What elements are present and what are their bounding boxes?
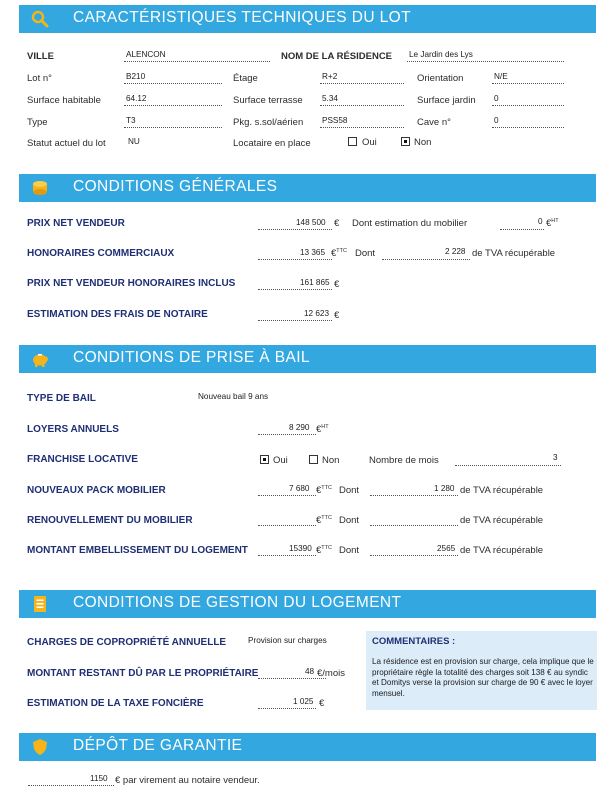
type-bail-value: Nouveau bail 9 ans (198, 392, 269, 401)
franchise-non-label: Non (322, 455, 340, 466)
prix-inclus-value: 161 865 (300, 278, 330, 287)
locataire-non-checkbox[interactable] (401, 137, 410, 146)
surface-jardin-label: Surface jardin (417, 95, 476, 106)
ville-dots (124, 61, 270, 62)
pack-mobilier-value: 7 680 (289, 484, 310, 493)
renouvellement-tva-label: de TVA récupérable (460, 515, 544, 526)
section-title: CONDITIONS DE GESTION DU LOGEMENT (73, 594, 402, 611)
comment-box (366, 631, 597, 710)
section-title: CONDITIONS GÉNÉRALES (73, 178, 278, 195)
renouvellement-dots (258, 525, 316, 526)
section-title: CARACTÉRISTIQUES TECHNIQUES DU LOT (73, 9, 411, 26)
franchise-non-checkbox[interactable] (309, 455, 318, 464)
type-bail-label: TYPE DE BAIL (27, 393, 96, 404)
embellissement-dont-dots (370, 555, 458, 556)
dont-mobilier-dots (500, 229, 544, 230)
renouvellement-dont-dots (370, 525, 458, 526)
loyers-unit: €$^{HT}$ (316, 424, 329, 436)
frais-notaire-value: 12 623 (304, 309, 330, 318)
charges-label: CHARGES DE COPROPRIÉTÉ ANNUELLE (27, 637, 227, 648)
surface-habitable-dots (124, 105, 222, 106)
dont-mobilier-unit: €$^{HT}$ (546, 218, 559, 230)
pack-mobilier-dots (258, 495, 316, 496)
taxe-label: ESTIMATION DE LA TAXE FONCIÈRE (27, 698, 204, 709)
pack-tva-label: de TVA récupérable (460, 485, 544, 496)
loyers-label: LOYERS ANNUELS (27, 424, 119, 435)
statut-label: Statut actuel du lot (27, 138, 106, 149)
honoraires-label: HONORAIRES COMMERCIAUX (27, 248, 175, 259)
charges-value: Provision sur charges (248, 636, 327, 645)
frais-notaire-dots (258, 320, 332, 321)
lot-value: B210 (126, 72, 146, 81)
etage-dots (320, 83, 404, 84)
prix-net-label: PRIX NET VENDEUR (27, 218, 125, 229)
honoraires-dont-label: Dont (355, 248, 376, 259)
dont-mobilier-label: Dont estimation du mobilier (352, 218, 468, 229)
depot-text: € par virement au notaire vendeur. (115, 775, 260, 786)
honoraires-dots (258, 259, 332, 260)
residence-label: NOM DE LA RÉSIDENCE (281, 51, 393, 62)
comment-text: La résidence est en provision sur charge, cela implique que le propriétaire règle la totalité des charges soit 138 € au syndic et Domitys verse la provision sur charge de 90 € avec le loyer mensuel. (372, 657, 594, 698)
type-value: T3 (126, 116, 136, 125)
montant-restant-value: 48 (305, 667, 315, 676)
section-title: CONDITIONS DE PRISE À BAIL (73, 349, 310, 366)
section-header-depot (19, 733, 596, 761)
embellissement-dots (258, 555, 316, 556)
document-icon (31, 595, 49, 613)
renouvellement-dont-label: Dont (339, 515, 360, 526)
honoraires-unit: €$^{TTC}$ (331, 248, 347, 260)
ville-label: VILLE (27, 51, 54, 62)
section-header-conditions-generales (19, 174, 596, 202)
honoraires-dont-dots (382, 259, 470, 260)
surface-terrasse-dots (320, 105, 404, 106)
taxe-value: 1 025 (293, 697, 314, 706)
taxe-dots (258, 708, 316, 709)
franchise-oui-label: Oui (273, 455, 288, 466)
depot-value: 1150 (90, 774, 108, 783)
type-label: Type (27, 117, 48, 128)
locataire-non-label: Non (414, 137, 432, 148)
surface-jardin-dots (492, 105, 564, 106)
etage-label: Étage (233, 73, 258, 84)
embellissement-unit: €$^{TTC}$ (316, 545, 332, 557)
orientation-label: Orientation (417, 73, 464, 84)
cave-dots (492, 127, 564, 128)
pack-dont-label: Dont (339, 485, 360, 496)
prix-net-dots (258, 229, 332, 230)
ville-value: ALENCON (126, 50, 166, 59)
prix-net-value: 148 500 (296, 218, 326, 227)
orientation-dots (492, 83, 564, 84)
pkg-dots (320, 127, 404, 128)
dont-mobilier-value: 0 (538, 217, 543, 226)
surface-habitable-value: 64.12 (126, 94, 147, 103)
surface-habitable-label: Surface habitable (27, 95, 101, 106)
prix-net-unit: € (334, 218, 340, 229)
taxe-unit: € (319, 698, 325, 709)
loyers-value: 8 290 (289, 423, 310, 432)
statut-value: NU (128, 137, 140, 146)
residence-dots (407, 61, 564, 62)
etage-value: R+2 (322, 72, 338, 81)
section-header-caracteristiques (19, 5, 596, 33)
montant-restant-dots (258, 678, 326, 679)
section-title: DÉPÔT DE GARANTIE (73, 737, 243, 754)
honoraires-tva-label: de TVA récupérable (472, 248, 556, 259)
honoraires-value: 13 365 (300, 248, 326, 257)
search-icon (31, 10, 49, 28)
prix-inclus-dots (258, 289, 332, 290)
surface-jardin-value: 0 (494, 94, 499, 103)
pack-mobilier-label: NOUVEAUX PACK MOBILIER (27, 485, 166, 496)
locataire-oui-label: Oui (362, 137, 377, 148)
nb-mois-value: 3 (553, 453, 558, 462)
comment-title: COMMENTAIRES : (372, 636, 456, 647)
pkg-label: Pkg. s.sol/aérien (233, 117, 304, 128)
piggy-bank-icon (31, 350, 49, 368)
pkg-value: PSS58 (322, 116, 348, 125)
locataire-label: Locataire en place (233, 138, 311, 149)
franchise-label: FRANCHISE LOCATIVE (27, 454, 138, 465)
pack-dont-value: 1 280 (434, 484, 455, 493)
shield-icon (31, 738, 49, 756)
depot-dots (28, 785, 114, 786)
renouvellement-unit: €$^{TTC}$ (316, 515, 332, 527)
loyers-dots (258, 434, 316, 435)
prix-inclus-label: PRIX NET VENDEUR HONORAIRES INCLUS (27, 278, 236, 289)
section-header-prise-a-bail (19, 345, 596, 373)
locataire-oui-checkbox[interactable] (348, 137, 357, 146)
pack-mobilier-unit: €$^{TTC}$ (316, 485, 332, 497)
cave-label: Cave n° (417, 117, 451, 128)
frais-notaire-unit: € (334, 310, 340, 321)
franchise-oui-checkbox[interactable] (260, 455, 269, 464)
pack-dont-dots (370, 495, 458, 496)
frais-notaire-label: ESTIMATION DES FRAIS DE NOTAIRE (27, 309, 208, 320)
embellissement-dont-value: 2565 (437, 544, 456, 553)
embellissement-dont-label: Dont (339, 545, 360, 556)
montant-restant-unit: €/mois (317, 668, 345, 679)
embellissement-label: MONTANT EMBELLISSEMENT DU LOGEMENT (27, 545, 248, 556)
embellissement-value: 15390 (289, 544, 312, 553)
coins-icon (31, 179, 49, 197)
surface-terrasse-value: 5.34 (322, 94, 338, 103)
montant-restant-label: MONTANT RESTANT DÛ PAR LE PROPRIÉTAIRE (27, 668, 259, 679)
orientation-value: N/E (494, 72, 508, 81)
lot-label: Lot n° (27, 73, 52, 84)
cave-value: 0 (494, 116, 499, 125)
residence-value: Le Jardin des Lys (409, 50, 473, 59)
nb-mois-label: Nombre de mois (369, 455, 439, 466)
nb-mois-dots (455, 465, 561, 466)
surface-terrasse-label: Surface terrasse (233, 95, 303, 106)
section-header-gestion (19, 590, 596, 618)
prix-inclus-unit: € (334, 279, 340, 290)
type-dots (124, 127, 222, 128)
honoraires-dont-value: 2 228 (445, 247, 466, 256)
renouvellement-label: RENOUVELLEMENT DU MOBILIER (27, 515, 193, 526)
lot-dots (124, 83, 222, 84)
embellissement-tva-label: de TVA récupérable (460, 545, 544, 556)
